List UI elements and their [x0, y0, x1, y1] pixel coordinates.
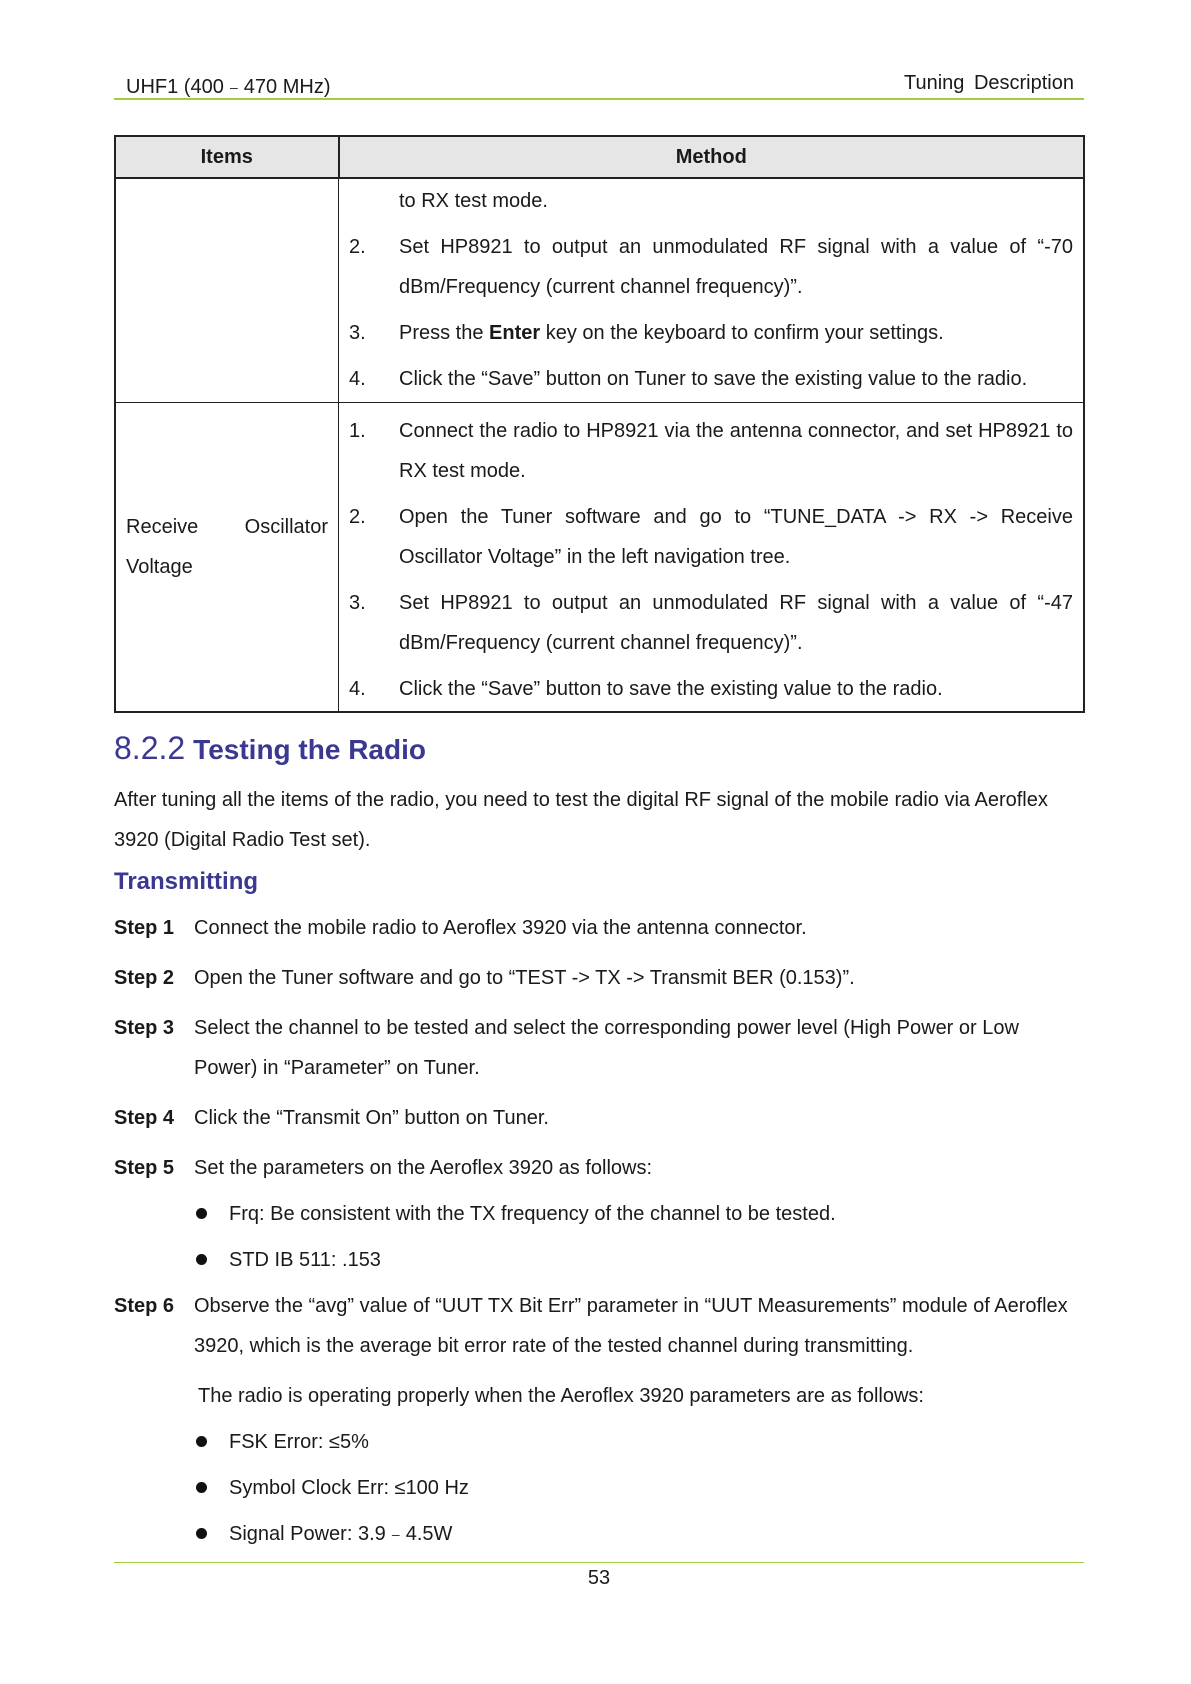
- bullet-icon: [196, 1208, 207, 1219]
- page-footer: [114, 1562, 1084, 1590]
- bullet-icon: [196, 1436, 207, 1447]
- step-text: Open the Tuner software and go to “TEST -> TX -> Transmit BER (0.153)”.: [194, 967, 855, 989]
- step-row: [114, 958, 1084, 998]
- table-header-row: [115, 136, 1084, 178]
- subsection-heading: Transmitting: [114, 868, 259, 895]
- column-header-items: Items: [115, 136, 339, 178]
- list-item: STD IB 511: .153: [196, 1240, 1084, 1280]
- bullet-icon: [196, 1482, 207, 1493]
- method-step: 4. Click the “Save” button on Tuner to save the existing value to the radio.: [349, 368, 1028, 390]
- table-row: [115, 178, 1084, 403]
- step-list: [114, 908, 1084, 1560]
- list-item: Frq: Be consistent with the TX frequency of the channel to be tested.: [196, 1194, 1084, 1234]
- step-row: [114, 1148, 1084, 1188]
- step-label: Step 3: [114, 1017, 175, 1039]
- bullet-icon: [196, 1254, 207, 1265]
- step-label: Step 6: [114, 1295, 175, 1317]
- method-step: 3. Press the Enter key on the keyboard to confirm your settings.: [349, 322, 944, 344]
- header-chapter: Tuning Description: [903, 72, 1074, 94]
- page-number: 53: [587, 1567, 611, 1589]
- step6-bullets: [196, 1422, 1084, 1554]
- section-number: 8.2.2: [114, 730, 186, 766]
- intro-paragraph: After tuning all the items of the radio, you need to test the digital RF signal of the mobile radio via Aeroflex 3920 (Digital Radio Test set).: [114, 789, 1048, 851]
- step-text: Set the parameters on the Aeroflex 3920 as follows:: [194, 1157, 653, 1179]
- column-header-method: Method: [339, 136, 1085, 178]
- list-item: Signal Power: 3.9﹣4.5W: [196, 1514, 1084, 1554]
- step-text: Observe the “avg” value of “UUT TX Bit Err” parameter in “UUT Measurements” module of Aeroflex 3920, which is the average bit error rate of the tested channel during transmitting.: [194, 1295, 1068, 1357]
- tuning-items-table: [114, 135, 1085, 713]
- step-row: [114, 908, 1084, 948]
- step-row: [114, 1098, 1084, 1138]
- step-text: Select the channel to be tested and select the corresponding power level (High Power or Low Power) in “Parameter” on Tuner.: [194, 1017, 1019, 1079]
- step-text: Click the “Transmit On” button on Tuner.: [194, 1107, 549, 1129]
- method-step: 2. Open the Tuner software and go to “TUNE_DATA -> RX -> Receive Oscillator Voltage” in the left navigation tree.: [349, 506, 1073, 568]
- method-step: 2. Set HP8921 to output an unmodulated RF signal with a value of “-70 dBm/Frequency (current channel frequency)”.: [349, 236, 1073, 298]
- step6-note: The radio is operating properly when the Aeroflex 3920 parameters are as follows:: [198, 1385, 924, 1407]
- header-product: UHF1 (400﹣470 MHz): [126, 76, 331, 98]
- page-header: [114, 70, 1084, 100]
- section-title: Testing the Radio: [193, 734, 426, 765]
- step-label: Step 4: [114, 1107, 175, 1129]
- item-cell: Receive Oscillator Voltage: [115, 403, 339, 713]
- step-row: [114, 1286, 1084, 1366]
- list-item: Symbol Clock Err: ≤100 Hz: [196, 1468, 1084, 1508]
- method-cell: [339, 178, 1085, 403]
- method-continuation: to RX test mode.: [399, 190, 548, 212]
- item-cell: [115, 178, 339, 403]
- step-label: Step 5: [114, 1157, 175, 1179]
- method-cell: [339, 403, 1085, 713]
- section-heading: [114, 728, 426, 770]
- method-step: 1. Connect the radio to HP8921 via the antenna connector, and set HP8921 to RX test mode.: [349, 420, 1073, 482]
- step-label: Step 1: [114, 917, 175, 939]
- step-row: [114, 1008, 1084, 1088]
- enter-key-label: Enter: [489, 322, 541, 344]
- method-step: 4. Click the “Save” button to save the existing value to the radio.: [349, 678, 943, 700]
- bullet-icon: [196, 1528, 207, 1539]
- step5-bullets: [196, 1194, 1084, 1280]
- table-row: [115, 403, 1084, 713]
- step-label: Step 2: [114, 967, 175, 989]
- method-step: 3. Set HP8921 to output an unmodulated RF signal with a value of “-47 dBm/Frequency (current channel frequency)”.: [349, 592, 1073, 654]
- step-text: Connect the mobile radio to Aeroflex 3920 via the antenna connector.: [194, 917, 807, 939]
- list-item: FSK Error: ≤5%: [196, 1422, 1084, 1462]
